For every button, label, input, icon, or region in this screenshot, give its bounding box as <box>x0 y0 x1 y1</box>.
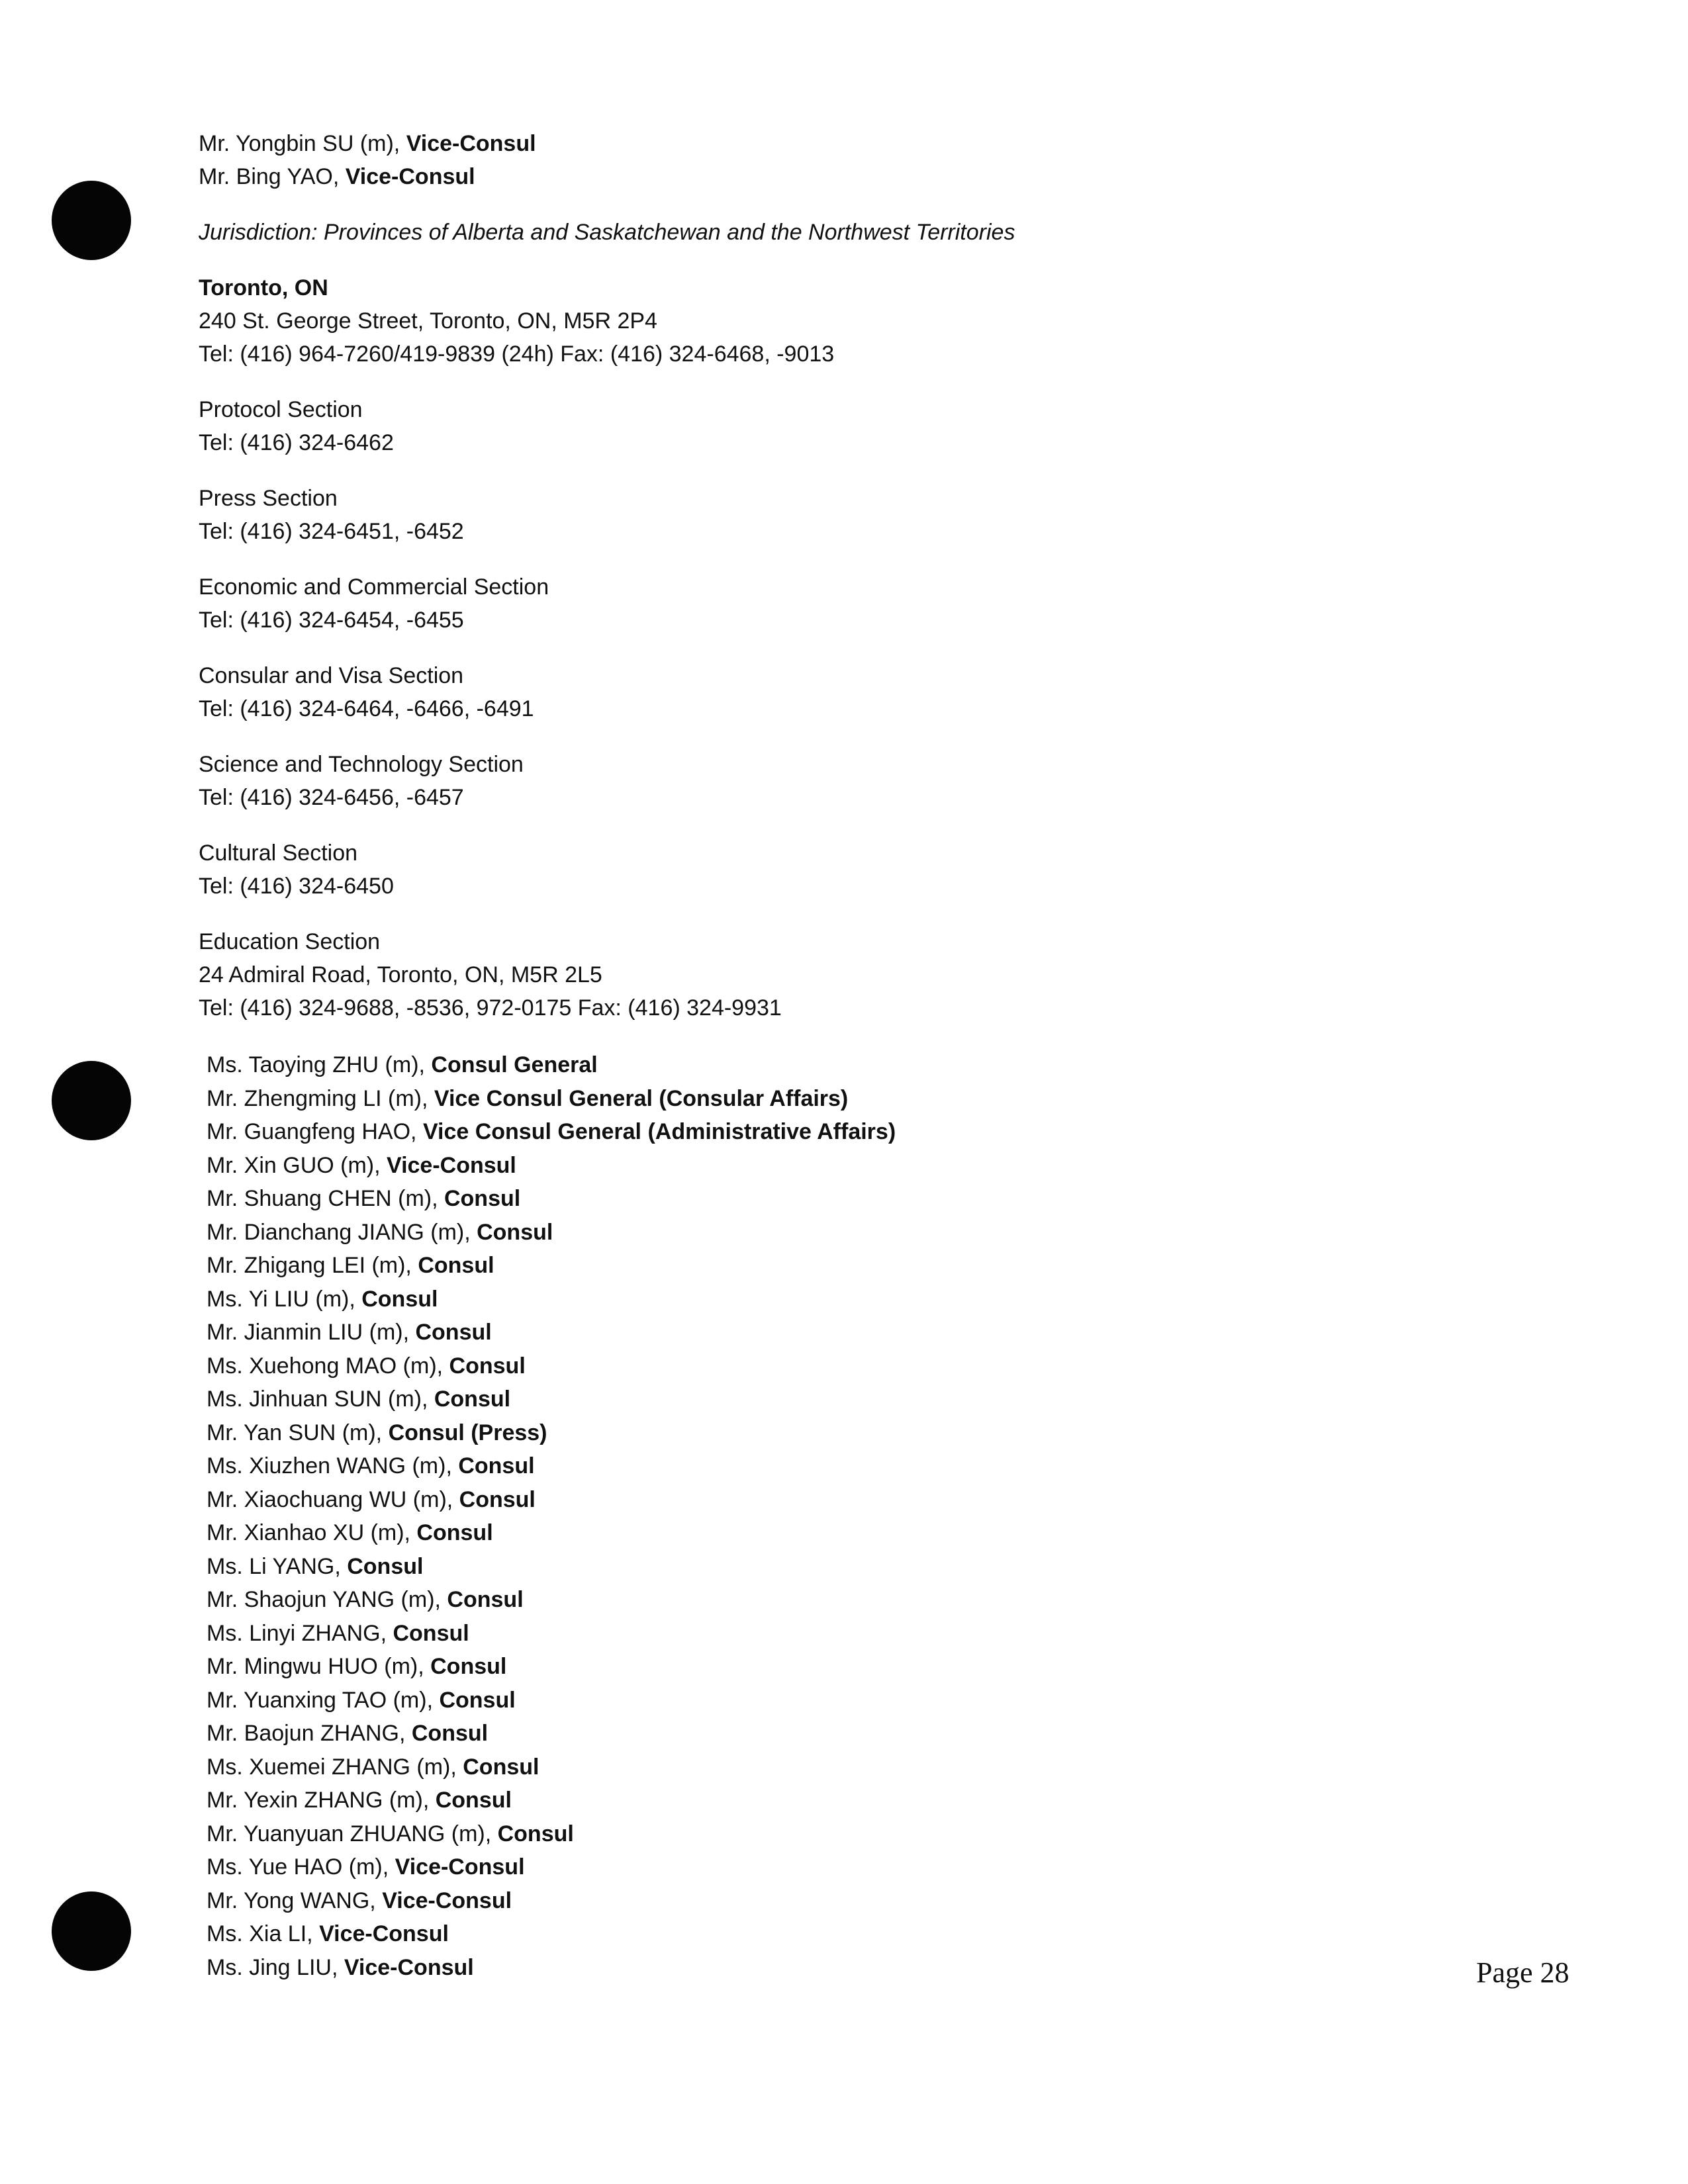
staff-name: Mr. Zhigang LEI (m), <box>207 1253 418 1278</box>
office-block <box>199 271 1523 371</box>
section-name: Science and Technology Section <box>199 752 524 777</box>
staff-entry <box>207 1082 1523 1116</box>
section-block <box>199 748 1523 814</box>
staff-title: Consul <box>415 1320 492 1345</box>
office-city: Toronto, ON <box>199 275 328 300</box>
staff-name: Mr. Bing YAO, <box>199 164 346 189</box>
staff-name: Mr. Jianmin LIU (m), <box>207 1320 416 1345</box>
staff-entry <box>207 1283 1523 1316</box>
section-tel: Tel: (416) 324-6454, -6455 <box>199 608 464 633</box>
staff-entry <box>207 1516 1523 1550</box>
staff-entry <box>207 1182 1523 1216</box>
section-tel: Tel: (416) 324-9688, -8536, 972-0175 Fax: (416) 324-9931 <box>199 995 782 1021</box>
staff-name: Mr. Xianhao XU (m), <box>207 1520 417 1545</box>
staff-name: Mr. Yan SUN (m), <box>207 1420 389 1445</box>
staff-title: Consul <box>459 1486 536 1512</box>
staff-name: Ms. Yue HAO (m), <box>207 1854 395 1880</box>
staff-title: Consul <box>418 1253 494 1278</box>
section-block <box>199 393 1523 459</box>
staff-title: Vice-Consul <box>406 131 536 156</box>
staff-title: Consul <box>497 1821 574 1846</box>
staff-name: Ms. Jing LIU, <box>207 1954 344 1980</box>
section-name: Cultural Section <box>199 841 358 866</box>
staff-name: Mr. Shuang CHEN (m), <box>207 1186 444 1211</box>
staff-title: Consul <box>444 1186 521 1211</box>
staff-entry <box>207 1216 1523 1250</box>
staff-list <box>199 1048 1523 1984</box>
staff-name: Mr. Xiaochuang WU (m), <box>207 1486 459 1512</box>
jurisdiction-label: Jurisdiction: <box>199 220 318 245</box>
staff-name: Mr. Shaojun YANG (m), <box>207 1587 447 1612</box>
page-number: Page 28 <box>1476 1956 1570 1989</box>
staff-name: Ms. Jinhuan SUN (m), <box>207 1387 434 1412</box>
section-block <box>199 482 1523 548</box>
staff-entry <box>207 1650 1523 1684</box>
staff-name: Mr. Dianchang JIANG (m), <box>207 1219 477 1245</box>
staff-entry <box>207 1349 1523 1383</box>
staff-name: Ms. Xuemei ZHANG (m), <box>207 1754 463 1780</box>
jurisdiction <box>199 216 1523 249</box>
staff-name: Mr. Yuanyuan ZHUANG (m), <box>207 1821 498 1846</box>
section-address: 24 Admiral Road, Toronto, ON, M5R 2L5 <box>199 962 602 987</box>
section-tel: Tel: (416) 324-6464, -6466, -6491 <box>199 696 534 721</box>
staff-title: Vice-Consul <box>345 164 475 189</box>
staff-name: Ms. Xuehong MAO (m), <box>207 1353 449 1379</box>
staff-title: Consul <box>411 1721 489 1746</box>
staff-entry <box>207 1048 1523 1082</box>
section-tel: Tel: (416) 324-6450 <box>199 874 394 899</box>
punch-hole <box>52 1061 131 1140</box>
staff-name: Ms. Taoying ZHU (m), <box>207 1052 432 1077</box>
staff-title: Consul <box>416 1520 493 1545</box>
staff-entry <box>207 1917 1523 1951</box>
staff-name: Mr. Mingwu HUO (m), <box>207 1654 431 1679</box>
section-tel: Tel: (416) 324-6451, -6452 <box>199 519 464 544</box>
staff-title: Consul <box>347 1553 424 1579</box>
staff-title: Consul (Press) <box>388 1420 547 1445</box>
section-block <box>199 925 1523 1024</box>
staff-title: Vice-Consul <box>387 1152 516 1178</box>
staff-entry <box>207 1850 1523 1884</box>
staff-title: Consul <box>393 1620 469 1646</box>
section-name: Education Section <box>199 929 381 954</box>
section-name: Protocol Section <box>199 397 363 422</box>
staff-entry <box>199 127 1523 160</box>
staff-entry <box>207 1884 1523 1918</box>
staff-name: Ms. Linyi ZHANG, <box>207 1620 393 1646</box>
staff-name: Mr. Yexin ZHANG (m), <box>207 1788 436 1813</box>
section-tel: Tel: (416) 324-6456, -6457 <box>199 785 464 810</box>
staff-entry <box>207 1583 1523 1617</box>
staff-entry <box>207 1717 1523 1751</box>
staff-name: Ms. Xiuzhen WANG (m), <box>207 1453 459 1479</box>
staff-title: Consul <box>361 1286 438 1312</box>
staff-entry <box>207 1115 1523 1149</box>
staff-name: Mr. Yuanxing TAO (m), <box>207 1687 440 1713</box>
staff-name: Mr. Yongbin SU (m), <box>199 131 406 156</box>
section-tel: Tel: (416) 324-6462 <box>199 430 394 455</box>
office-tel: Tel: (416) 964-7260/419-9839 (24h) Fax: (416) 324-6468, -9013 <box>199 341 835 367</box>
staff-title: Vice Consul General (Consular Affairs) <box>434 1085 849 1111</box>
staff-entry <box>207 1784 1523 1817</box>
staff-title: Consul <box>447 1587 524 1612</box>
staff-title: Vice-Consul <box>382 1888 512 1913</box>
staff-name: Mr. Yong WANG, <box>207 1888 383 1913</box>
section-block <box>199 659 1523 725</box>
staff-title: Vice Consul General (Administrative Affairs) <box>422 1119 896 1144</box>
top-staff-list <box>199 127 1523 193</box>
section-block <box>199 837 1523 903</box>
staff-title: Consul <box>449 1353 526 1379</box>
staff-entry <box>199 160 1523 193</box>
staff-entry <box>207 1149 1523 1183</box>
staff-entry <box>207 1316 1523 1349</box>
jurisdiction-text: Provinces of Alberta and Saskatchewan and the Northwest Territories <box>323 220 1015 245</box>
staff-entry <box>207 1449 1523 1483</box>
staff-entry <box>207 1684 1523 1717</box>
staff-title: Consul <box>477 1219 553 1245</box>
section-name: Press Section <box>199 486 338 511</box>
staff-name: Ms. Li YANG, <box>207 1553 348 1579</box>
section-block <box>199 570 1523 637</box>
staff-title: Consul <box>430 1654 507 1679</box>
staff-name: Mr. Guangfeng HAO, <box>207 1119 423 1144</box>
staff-title: Consul General <box>431 1052 598 1077</box>
staff-title: Vice-Consul <box>344 1954 474 1980</box>
staff-entry <box>207 1416 1523 1450</box>
section-name: Consular and Visa Section <box>199 663 464 688</box>
staff-entry <box>207 1617 1523 1651</box>
staff-entry <box>207 1383 1523 1416</box>
staff-title: Consul <box>458 1453 535 1479</box>
staff-name: Ms. Yi LIU (m), <box>207 1286 362 1312</box>
staff-title: Consul <box>463 1754 539 1780</box>
staff-entry <box>207 1951 1523 1985</box>
punch-hole <box>52 1891 131 1971</box>
punch-hole <box>52 181 131 260</box>
staff-title: Consul <box>434 1387 511 1412</box>
staff-title: Consul <box>435 1788 512 1813</box>
staff-name: Ms. Xia LI, <box>207 1921 320 1946</box>
office-address: 240 St. George Street, Toronto, ON, M5R 2P4 <box>199 308 657 334</box>
staff-name: Mr. Zhengming LI (m), <box>207 1085 434 1111</box>
section-name: Economic and Commercial Section <box>199 574 549 600</box>
staff-title: Consul <box>439 1687 516 1713</box>
staff-title: Vice-Consul <box>395 1854 525 1880</box>
document-body <box>199 127 1523 1984</box>
staff-entry <box>207 1550 1523 1584</box>
staff-entry <box>207 1249 1523 1283</box>
staff-entry <box>207 1751 1523 1784</box>
staff-name: Mr. Xin GUO (m), <box>207 1152 387 1178</box>
staff-title: Vice-Consul <box>319 1921 449 1946</box>
staff-entry <box>207 1483 1523 1517</box>
staff-entry <box>207 1817 1523 1851</box>
staff-name: Mr. Baojun ZHANG, <box>207 1721 412 1746</box>
